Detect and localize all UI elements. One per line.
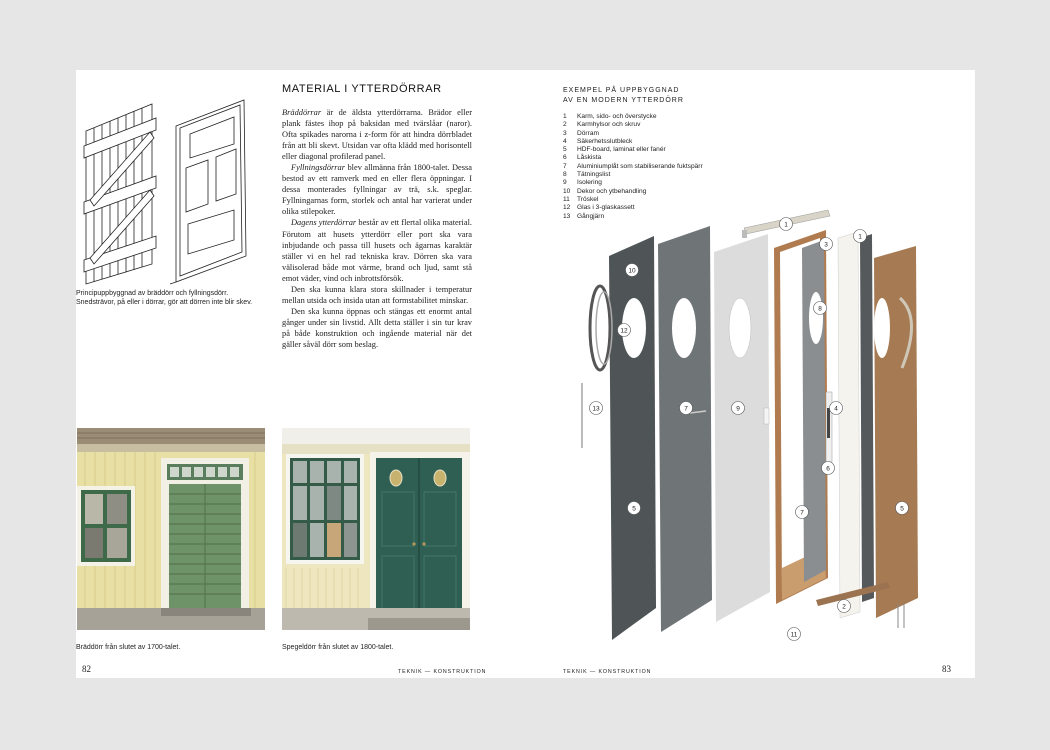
legend-label: HDF-board, laminat eller fanér	[577, 146, 666, 154]
legend-label: Aluminiumplåt som stabiliserande fuktspärr	[577, 162, 703, 170]
legend-label: Dörram	[577, 129, 599, 137]
svg-text:12: 12	[620, 327, 628, 335]
legend-number: 3	[563, 129, 567, 137]
diagram-title-line-1: EXEMPEL PÅ UPPBYGGNAD	[563, 87, 680, 94]
paragraph-text: består av ett flertal olika material. Förutom att husets ytterdörr eller port ska vara inbjudande och passa till husets och ägarnas karaktär ställer vi en hel rad tekniska krav. Dörren ska vara välisolerad både mot värme, brand och ljud, samt stå emot väder, vind och inbrottsförsök.	[282, 218, 473, 283]
callout-8	[814, 302, 827, 315]
insulation-panel	[714, 234, 770, 622]
svg-text:4: 4	[834, 405, 838, 413]
callout-1	[780, 218, 793, 231]
svg-text:5: 5	[632, 505, 636, 513]
svg-text:3: 3	[824, 241, 828, 249]
legend-number: 5	[563, 146, 567, 154]
diagram-title-line-2: AV EN MODERN YTTERDÖRR	[563, 97, 684, 104]
plank-door-photo-caption: Bräddörr från slutet av 1700-talet.	[76, 644, 181, 651]
svg-text:1: 1	[784, 221, 788, 229]
paragraph-4	[282, 284, 472, 306]
svg-text:7: 7	[800, 509, 804, 517]
legend-item	[563, 188, 703, 196]
legend-number: 10	[563, 187, 571, 195]
callout-12	[618, 324, 631, 337]
paragraph-1	[282, 107, 472, 162]
legend-number: 13	[563, 212, 571, 220]
illustration-caption-line-2: Snedsträvor, på eller i dörrar, gör att dörren inte blir skev.	[76, 299, 253, 306]
page-number-right: 83	[942, 664, 951, 674]
paragraph-5	[282, 306, 472, 350]
callout-7b	[796, 506, 809, 519]
legend-item	[563, 138, 703, 146]
callout-9	[732, 402, 745, 415]
paragraph-text: Den ska kunna klara stora skillnader i temperatur mellan utsida och insida utan att formstabilitet minskar.	[282, 284, 472, 305]
paragraph-3	[282, 217, 472, 283]
svg-text:1: 1	[858, 233, 862, 241]
legend-label: Karm, sido- och överstycke	[577, 113, 657, 120]
legend-label: Gångjärn	[577, 212, 605, 220]
paragraph-lead: Bräddörrar	[282, 108, 322, 117]
illustration-caption-line-1: Principuppbyggnad av bräddörr och fyllningsdörr.	[76, 290, 229, 297]
paragraph-lead: Fyllningsdörrar	[291, 163, 345, 173]
legend-label: Isolering	[577, 179, 602, 187]
svg-text:6: 6	[826, 465, 830, 473]
legend-item	[563, 179, 703, 187]
callout-7	[680, 402, 693, 415]
svg-text:11: 11	[790, 631, 798, 639]
legend-number: 11	[563, 195, 570, 203]
svg-text:5: 5	[900, 505, 904, 513]
legend-item	[563, 171, 703, 179]
illustration-caption	[76, 289, 276, 307]
section-heading: MATERIAL I YTTERDÖRRAR	[282, 83, 442, 95]
svg-text:10: 10	[628, 267, 636, 275]
exploded-door-diagram	[576, 208, 936, 648]
legend-item	[563, 121, 703, 129]
svg-text:9: 9	[736, 405, 740, 413]
callout-13	[590, 402, 603, 415]
page-number-left: 82	[82, 664, 91, 674]
legend-number: 4	[563, 137, 567, 145]
component-legend	[563, 113, 703, 221]
plank-door-photo	[77, 428, 265, 630]
svg-text:8: 8	[818, 305, 822, 313]
legend-item	[563, 130, 703, 138]
legend-number: 9	[563, 179, 567, 187]
svg-text:2: 2	[842, 603, 846, 611]
diagram-title	[563, 86, 684, 106]
legend-label: Tröskel	[577, 195, 599, 203]
legend-number: 1	[563, 113, 567, 120]
legend-number: 12	[563, 204, 571, 212]
footer-left: TEKNIK — KONSTRUKTION	[398, 669, 487, 675]
svg-text:7: 7	[684, 405, 688, 413]
decor-panel	[609, 236, 656, 640]
legend-number: 2	[563, 121, 567, 129]
legend-label: Glas i 3-glaskassett	[577, 204, 635, 212]
body-text	[282, 107, 472, 350]
callout-6	[822, 462, 835, 475]
panel-door-photo	[282, 428, 470, 630]
legend-item	[563, 113, 703, 121]
legend-label: Säkerhetsslutbleck	[577, 137, 633, 145]
paragraph-text: är de äldsta ytterdörrarna. Brädor eller plank fästes ihop på baksidan med tvärslåar (naror). Ofta spikades narorna i z-form för att hindra dörrbladet från att bli skevt. Utsidan var ofta klädd med horisontell eller diagonal profilerad panel.	[282, 108, 472, 162]
callout-11	[788, 628, 801, 641]
frame-post	[838, 232, 860, 618]
legend-label: Karmhylsor och skruv	[577, 121, 641, 129]
callout-5b	[896, 502, 909, 515]
legend-number: 8	[563, 171, 567, 179]
callout-10	[626, 264, 639, 277]
legend-item	[563, 196, 703, 204]
legend-label: Tätningslist	[577, 171, 611, 179]
book-spread	[76, 70, 975, 678]
legend-label: Dekor och ytbehandling	[577, 187, 647, 195]
paragraph-text: blev allmänna från 1800-talet. Dessa bestod av ett ramverk med en eller flera öppningar. I dessa monterades fyllningar av trä, s.k. speglar. Fyllningarnas form, storlek och antal har varierat under olika stilepoker.	[282, 163, 472, 217]
door-construction-illustration	[80, 86, 250, 296]
legend-number: 7	[563, 162, 567, 170]
callout-5	[628, 502, 641, 515]
svg-text:13: 13	[592, 405, 600, 413]
legend-item	[563, 154, 703, 162]
paragraph-lead: Dagens ytterdörrar	[291, 218, 357, 228]
callout-4	[830, 402, 843, 415]
paragraph-text: Den ska kunna öppnas och stängas ett enormt antal gånger under sin livstid. Allt detta ställer i sin tur krav på både konstruktion och ingående material när det gäller såväl dörr som beslag.	[282, 306, 472, 349]
footer-right: TEKNIK — KONSTRUKTION	[563, 669, 652, 675]
panel-door-photo-caption: Spegeldörr från slutet av 1800-talet.	[282, 644, 394, 651]
callout-3	[820, 238, 833, 251]
legend-item	[563, 163, 703, 171]
aluminium-panel	[658, 226, 712, 632]
callout-2	[838, 600, 851, 613]
legend-label: Låskista	[577, 154, 602, 162]
paragraph-2	[282, 162, 472, 217]
legend-number: 6	[563, 154, 567, 162]
callout-1b	[854, 230, 867, 243]
